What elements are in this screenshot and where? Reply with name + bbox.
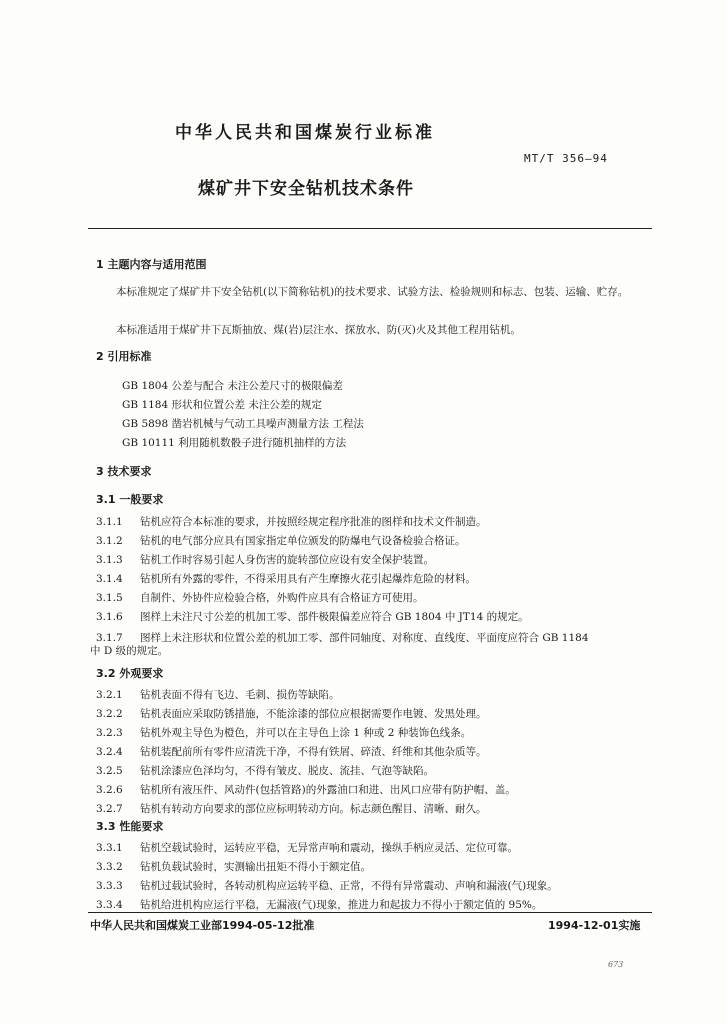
clause-text: 钻机表面应采取防锈措施，不能涂漆的部位应根据需要作电镀、发黑处理。 (140, 708, 487, 720)
approval-statement: 中华人民共和国煤炭工业部1994-05-12批准 (90, 919, 315, 932)
clause-number: 3.2.4 (96, 746, 123, 758)
clause-item (96, 706, 487, 721)
clause-item (96, 687, 340, 702)
clause-continuation: 中 D 级的规定。 (90, 645, 169, 657)
clause-text: 钻机装配前所有零件应清洗干净，不得有铁屑、碎渣、纤维和其他杂质等。 (140, 746, 487, 758)
clause-text: 钻机有转动方向要求的部位应标明转动方向。标志颜色醒目、清晰、耐久。 (140, 803, 487, 815)
clause-number: 3.1.6 (96, 611, 123, 623)
clause-text: 钻机应符合本标准的要求，并按照经规定程序批准的图样和技术文件制造。 (140, 516, 487, 528)
clause-number: 3.2.3 (96, 727, 123, 739)
clause-text: 图样上未注尺寸公差的机加工零、部件极限偏差应符合 GB 1804 中 JT14 的规定。 (140, 611, 529, 623)
clause-number: 3.1.7 (96, 632, 123, 644)
clause-item (96, 782, 516, 797)
clause-item (96, 514, 487, 529)
document-title: 煤矿井下安全钻机技术条件 (198, 179, 414, 199)
section-1-heading: 1 主题内容与适用范围 (96, 258, 207, 271)
clause-text: 钻机所有外露的零件，不得采用具有产生摩擦火花引起爆炸危险的材料。 (140, 573, 476, 585)
section-1-paragraph-1: 本标准规定了煤矿井下安全钻机(以下简称钻机)的技术要求、试验方法、检验规则和标志、包装、运输、贮存。 (116, 286, 629, 298)
clause-item (96, 897, 542, 912)
reference-item: GB 10111 利用随机数骰子进行随机抽样的方法 (122, 437, 347, 449)
subsection-3-3-heading: 3.3 性能要求 (96, 820, 164, 833)
clause-number: 3.3.4 (96, 899, 123, 911)
clause-number: 3.1.4 (96, 573, 123, 585)
clause-text: 钻机所有液压件、风动件(包括管路)的外露油口和进、出风口应带有防护帽、盖。 (140, 784, 516, 796)
clause-text: 钻机空载试验时，运转应平稳，无异常声响和震动，操纵手柄应灵活、定位可靠。 (140, 842, 518, 854)
implementation-date: 1994-12-01实施 (548, 919, 641, 932)
clause-number: 3.1.1 (96, 516, 123, 528)
clause-item (96, 763, 434, 778)
clause-number: 3.2.7 (96, 803, 123, 815)
reference-item: GB 1184 形状和位置公差 未注公差的规定 (122, 399, 322, 411)
standard-category-title: 中华人民共和国煤炭行业标准 (175, 123, 435, 143)
clause-text: 钻机表面不得有飞边、毛刺、损伤等缺陷。 (140, 689, 340, 701)
clause-number: 3.2.5 (96, 765, 123, 777)
clause-number: 3.2.2 (96, 708, 123, 720)
clause-text: 钻机负载试验时，实测输出扭矩不得小于额定值。 (140, 861, 371, 873)
page-number: 673 (608, 960, 624, 969)
clause-text: 图样上未注形状和位置公差的机加工零、部件同轴度、对称度、直线度、平面度应符合 GB 1184 (140, 632, 589, 644)
clause-number: 3.1.5 (96, 592, 123, 604)
clause-item (96, 609, 529, 624)
clause-text: 钻机给进机构应运行平稳，无漏液(气)现象，推进力和起拔力不得小于额定值的 95%。 (140, 899, 543, 911)
clause-number: 3.1.2 (96, 535, 123, 547)
standard-code: MT/T 356—94 (524, 152, 608, 165)
section-3-heading: 3 技术要求 (96, 465, 152, 478)
clause-item (96, 878, 558, 893)
clause-text: 钻机外观主导色为橙色，并可以在主导色上涂 1 种或 2 种装饰色线条。 (140, 727, 472, 739)
clause-number: 3.2.1 (96, 689, 123, 701)
clause-item (96, 533, 466, 548)
clause-text: 钻机的电气部分应具有国家指定单位颁发的防爆电气设备检验合格证。 (140, 535, 466, 547)
reference-item: GB 1804 公差与配合 未注公差尺寸的极限偏差 (122, 380, 343, 392)
clause-item (96, 552, 434, 567)
clause-text: 钻机涂漆应色泽均匀，不得有皱皮、脱皮、流挂、气泡等缺陷。 (140, 765, 434, 777)
reference-item: GB 5898 凿岩机械与气动工具噪声测量方法 工程法 (122, 418, 364, 430)
clause-item (96, 801, 487, 816)
clause-item (96, 725, 471, 740)
clause-number: 3.3.2 (96, 861, 123, 873)
clause-item (96, 840, 518, 855)
clause-number: 3.1.3 (96, 554, 123, 566)
footer-rule (88, 912, 652, 913)
clause-text: 自制件、外协件应检验合格，外购件应具有合格证方可使用。 (140, 592, 424, 604)
clause-item (96, 590, 424, 605)
clause-text: 钻机过载试验时，各转动机构应运转平稳、正常，不得有异常震动、声响和漏液(气)现象。 (140, 880, 558, 892)
subsection-3-1-heading: 3.1 一般要求 (96, 493, 164, 506)
clause-text: 钻机工作时容易引起人身伤害的旋转部位应设有安全保护装置。 (140, 554, 434, 566)
clause-item (96, 630, 589, 645)
subsection-3-2-heading: 3.2 外观要求 (96, 667, 164, 680)
header-rule (88, 228, 652, 229)
clause-item (96, 744, 487, 759)
clause-number: 3.3.3 (96, 880, 123, 892)
section-2-heading: 2 引用标准 (96, 350, 152, 363)
clause-number: 3.3.1 (96, 842, 123, 854)
clause-item (96, 859, 371, 874)
section-1-paragraph-2: 本标准适用于煤矿井下瓦斯抽放、煤(岩)层注水、探放水、防(灭)火及其他工程用钻机。 (116, 324, 521, 336)
clause-number: 3.2.6 (96, 784, 123, 796)
clause-item (96, 571, 476, 586)
